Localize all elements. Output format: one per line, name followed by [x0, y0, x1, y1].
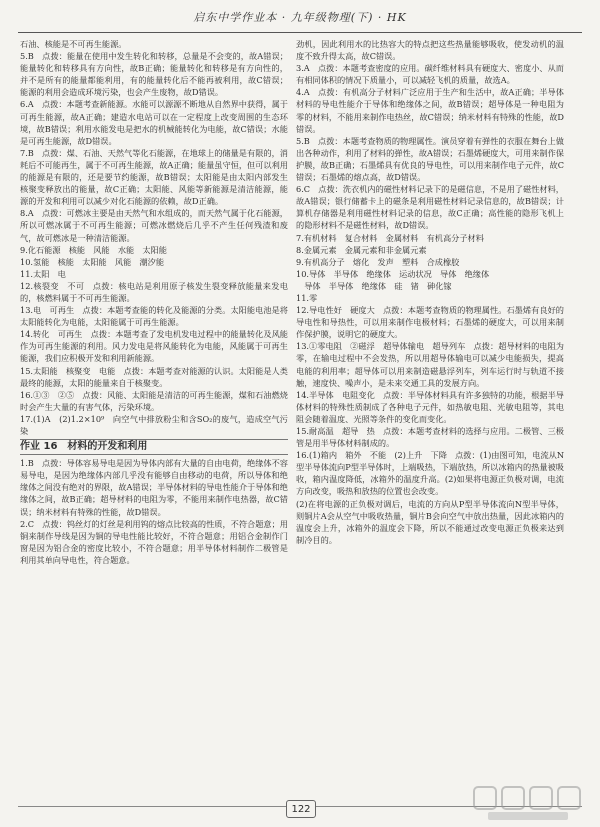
answer-paragraph: 4.A 点拨：有机高分子材料广泛应用于生产和生活中，故A正确；半导体材料的导电性能介于导体和绝缘体之间，故B错误；超导体是一种电阻为零的材料，不能用来制作电热丝，故C错误；纳米材料有特殊的性能，故D错误。	[296, 87, 564, 134]
answer-paragraph: 6.A 点拨：本题考查新能源。水能可以源源不断地从自然界中获得，属于可再生能源，故A正确；建造水电站可以在一定程度上改变周围的生态环境，故B错误；利用水能发电是把水的机械能转化为电能，故C错误；水能是可再生能源，故D错误。	[20, 99, 288, 146]
answer-paragraph: 7.B 点拨：煤、石油、天然气等化石能源，在地球上的储量是有限的，消耗后不可能再生，属于不可再生能源，故A正确；能量虽守恒，但可以利用的能源是有限的，还是要节约能源，故B错误；太阳能是由太阳内部发生核聚变释放出的能量，故C正确；太阳能、风能等新能源是清洁能源，能源的开发和利用可以减少对化石能源的依赖，故D正确。	[20, 147, 288, 207]
answer-paragraph: 1.B 点拨：导体容易导电是因为导体内部有大量的自由电荷，绝缘体不容易导电，是因为绝缘体内部几乎没有能够自由移动的电荷，所以导体和绝缘体之间没有绝对的界限，故A错误；半导体材料的导电性能介于导体和绝缘体之间，故B正确；超导材料的电阻为零，不能用来制作电热器，故C错误；纳米材料有特殊的性能，故D错误。	[20, 458, 288, 517]
answer-paragraph: 8.A 点拨：可燃冰主要是由天然气和水组成的，而天然气属于化石能源，所以可燃冰属于不可再生能源；可燃冰燃烧后几乎不产生任何残渣和废气，故可燃冰是一种清洁能源。	[20, 208, 288, 243]
answer-paragraph: 12.导电性好 硬度大 点拨：本题考查物质的物理属性。石墨烯有良好的导电性和导热性，可以用来制作电极材料；石墨烯的硬度大，可以用来制作保护膜，说明它的硬度大。	[296, 305, 564, 340]
header-title: 启东中学作业本 · 九年级物理(下) · HK	[193, 11, 407, 24]
answer-paragraph: 14.半导体 电阻变化 点拨：半导体材料具有许多独特的功能，根据半导体材料的特殊性质制成了各种电子元件，如热敏电阻、光敏电阻等，其电阻会随着温度、光照等条件的变化而变化。	[296, 389, 564, 424]
answer-paragraph: 10.氢能 核能 太阳能 风能 潮汐能	[20, 256, 165, 267]
section-title: 作业 16 材料的开发和利用	[20, 439, 288, 455]
answer-paragraph: 6.C 点拨：洗衣机内的磁性材料记录下的是磁信息，不是用了磁性材料，故A错误；银行储蓄卡上的磁条是利用磁性材料记录信息的，故B错误；计算机存储器是利用磁性材料记录的信息，故C正确；高性能的隐形飞机上的隐形材料不是磁性材料，故D错误。	[296, 184, 564, 231]
answer-paragraph: 11.太阳 电	[20, 268, 66, 279]
answer-paragraph: 导体 半导体 绝缘体 硅 锗 砷化镓	[296, 280, 452, 291]
answer-paragraph: 13.电 可再生 点拨：本题考查能的转化及能源的分类。太阳能电池是将太阳能转化为电能，太阳能属于可再生能源。	[20, 305, 288, 328]
right-column	[296, 38, 564, 796]
answer-paragraph: 2.C 点拨：钨丝灯的灯丝是利用钨的熔点比较高的性质，不符合题意；用铜来制作导线是因为铜的导电性能比较好，不符合题意；用铝合金制作门窗是因为铝合金的密度比较小，不符合题意；用半导体材料制作二极管是利用其单向导电性，符合题意。	[20, 518, 288, 565]
answer-paragraph: (2)在将电源的正负极对调后，电流的方向从P型半导体流向N型半导体，则铜片A会从空气中吸收热量，铜片B会向空气中放出热量，因此冰箱内的温度会上升，冰箱外的温度会下降，所以不能通过改变电源正负极来达到制冷目的。	[296, 498, 564, 545]
header-rule	[18, 32, 582, 33]
answer-paragraph: 石油、核能是不可再生能源。	[20, 39, 127, 49]
answer-paragraph: 15.耐高温 超导 热 点拨：本题考查材料的选择与应用。二极管、三极管是用半导体材料制成的。	[296, 426, 564, 449]
answer-paragraph: 9.化石能源 核能 风能 水能 太阳能	[20, 244, 167, 255]
answer-paragraph: 12.核裂变 不可 点拨：核电站是利用原子核发生裂变释放能量来发电的，核燃料属于不可再生能源。	[20, 280, 288, 303]
answer-paragraph: 10.导体 半导体 绝缘体 运动状况 导体 绝缘体	[296, 268, 490, 279]
answer-paragraph: 16.(1)箱内 箱外 不能 (2)上升 下降 点拨：(1)由图可知，电流从N型半导体流向P型半导体时，上端吸热，下端放热，所以冰箱内的热量被吸收，箱内温度降低，冰箱外的温度升高。(2)如果将电源正负极对调，电流方向改变，吸热和放热的位置也会改变。	[296, 450, 564, 497]
answer-paragraph: 5.B 点拨：能量在使用中发生转化和转移，总量是不会变的，故A错误；能量转化和转移具有方向性，故B正确；能量转化和转移是有方向性的，并不是所有的能量都能利用，有的能量转化后不能再被利用，故C错误；能源的利用会造成环境污染，也会产生废物，故D错误。	[20, 51, 288, 98]
answer-paragraph: 17.(1)A (2)1.2×10⁹ 向空气中排放粉尘和含SO₂的废气，造成空气污染	[20, 413, 288, 436]
left-column	[20, 38, 288, 796]
page-number: 122	[286, 800, 316, 818]
answer-paragraph: 11.零	[296, 292, 318, 303]
page-header	[0, 0, 600, 34]
answer-paragraph: 9.有机高分子 熔化 发声 塑料 合成橡胶	[296, 256, 460, 267]
answer-paragraph: 5.B 点拨：本题考查物质的物理属性。演员穿着有弹性的衣服在舞台上做出各种动作，利用了材料的弹性，故A错误；石墨烯硬度大，可用来制作保护膜，故B正确；石墨烯具有优良的导电性，可以用来制作电子元件，故C错误；石墨烯的熔点高，故D错误。	[296, 135, 564, 183]
answer-paragraph: 劲机，因此利用水的比热容大的特点把这些热量能够吸收，使发动机的温度不致升得太高，故C错误。	[296, 39, 564, 62]
answer-paragraph: 7.有机材料 复合材料 金属材料 有机高分子材料	[296, 232, 484, 243]
answer-paragraph: 8.金属元素 金属元素和非金属元素	[296, 244, 427, 255]
answer-paragraph: 16.①③ ②⑤ 点拨：风能、太阳能是清洁的可再生能源，煤和石油燃烧时会产生大量的有害气体，污染环境。	[20, 389, 288, 412]
answer-paragraph: 13.①零电阻 ②磁浮 超导体输电 超导列车 点拨：超导材料的电阻为零，在输电过程中不会发热，所以用超导体输电可以减少电能损失，提高电能的利用率；超导体可以用来制造磁悬浮列车，列车运行时与轨道不接触，速度快、噪声小，是未来交通工具的发展方向。	[296, 341, 564, 388]
answer-paragraph: 15.太阳能 核聚变 电能 点拨：本题考查对能源的认识。太阳能是人类最终的能源，太阳的能量来自于核聚变。	[20, 365, 288, 388]
watermark-logo-icon	[468, 781, 588, 823]
answer-paragraph: 3.A 点拨：本题考查密度的应用。碳纤维材料具有硬度大、密度小、从而有相同体积的情况下质量小，可以减轻飞机的质量，故选A。	[296, 63, 564, 86]
answer-paragraph: 14.转化 可再生 点拨：本题考查了发电机发电过程中的能量转化及风能作为可再生能源的利用。风力发电是将风能转化为电能，风能属于可再生能源，我们应积极开发和利用新能源。	[20, 329, 288, 364]
